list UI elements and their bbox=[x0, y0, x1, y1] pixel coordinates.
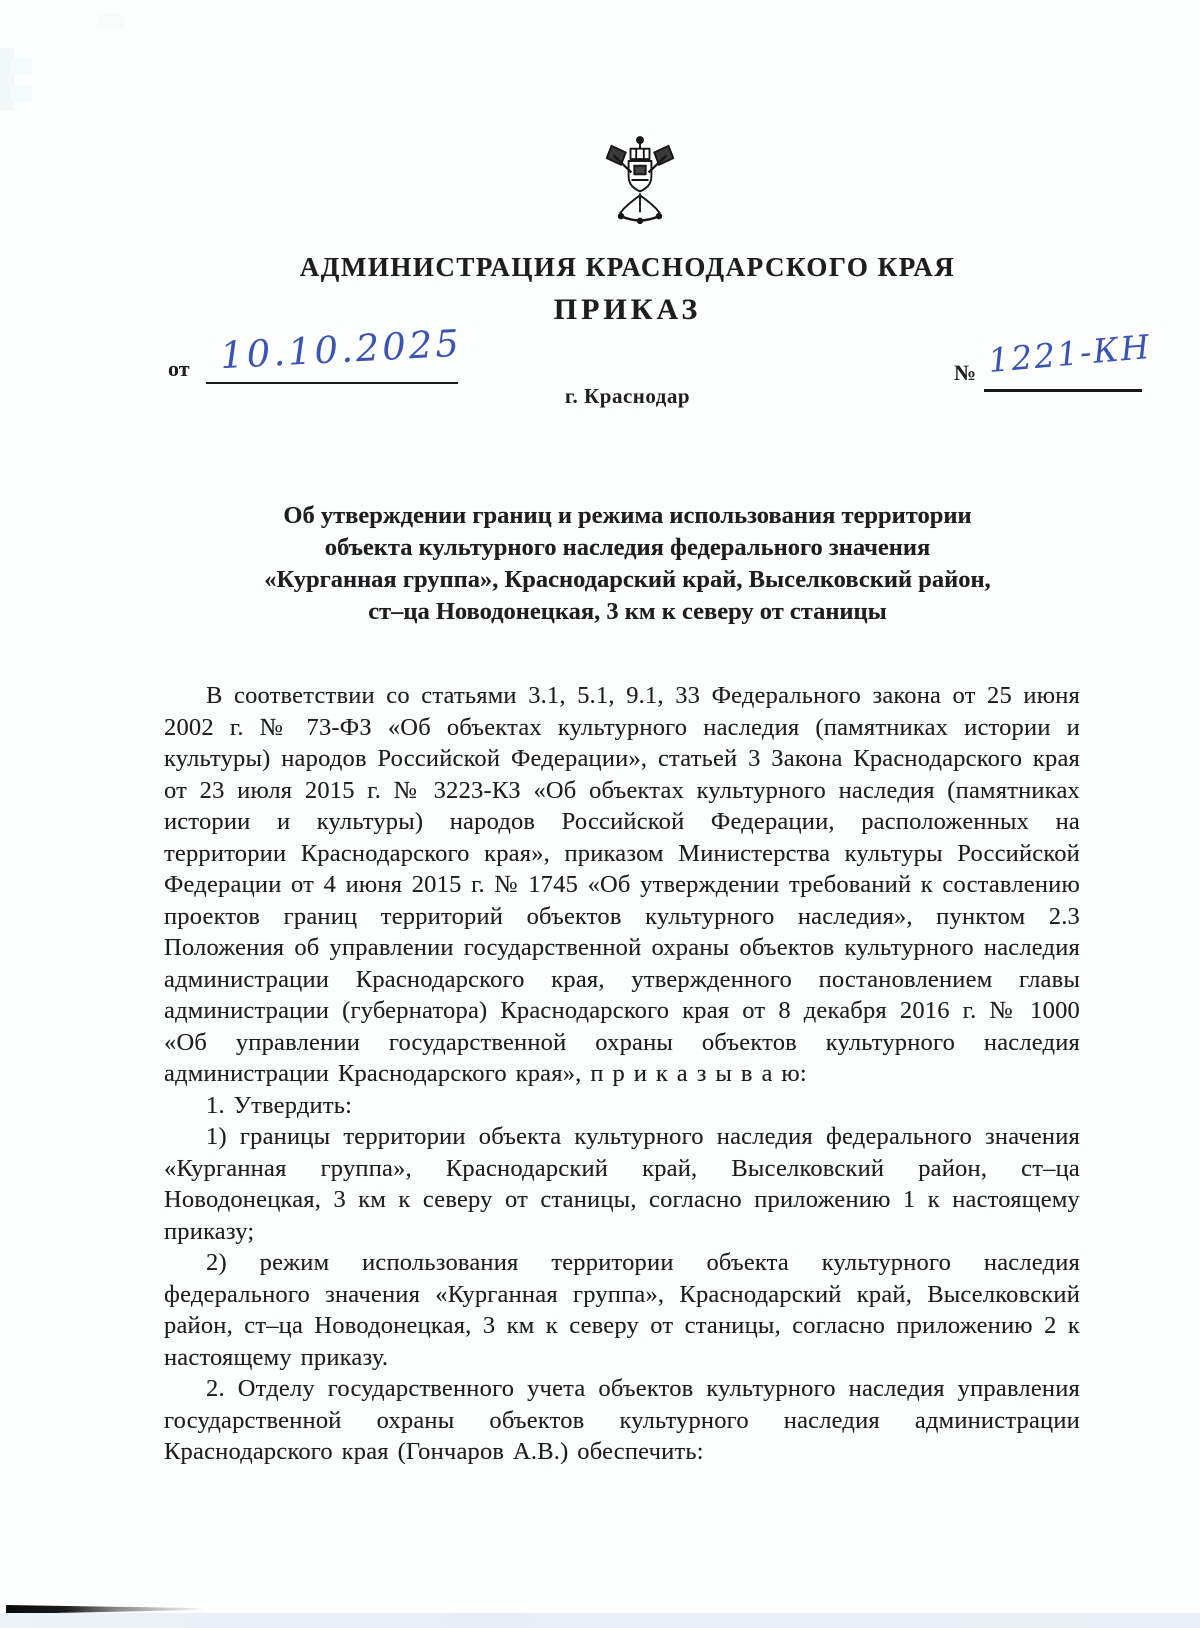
document-type-heading: ПРИКАЗ bbox=[553, 293, 702, 326]
body-paragraph: 2. Отделу государственного учета объектов культурного наследия управления государственной охраны объектов культурного наследия администрации Краснодарского края (Гончаров А.В.) обеспечить: bbox=[164, 1375, 1080, 1465]
title-line: Об утверждении границ и режима использования территории bbox=[283, 502, 972, 529]
number-sign: № bbox=[954, 360, 977, 385]
body-paragraph: 1) границы территории объекта культурного наследия федерального значения «Курганная группа», Краснодарский край, Выселковский район, ст–ца Новодонецкая, 3 км к северу от станицы, согласно приложению 1 к настоящему приказу; bbox=[164, 1123, 1080, 1245]
document-body bbox=[164, 680, 1080, 1468]
organization-name: АДМИНИСТРАЦИЯ КРАСНОДАРСКОГО КРАЯ bbox=[299, 252, 956, 282]
title-line: объекта культурного наследия федерального значения bbox=[324, 534, 931, 561]
title-line: ст–ца Новодонецкая, 3 км к северу от станицы bbox=[368, 598, 887, 625]
scan-artifact bbox=[10, 86, 32, 102]
krasnodar-krai-coat-of-arms-icon bbox=[602, 134, 678, 226]
scan-artifact bbox=[10, 58, 32, 74]
title-line: «Курганная группа», Краснодарский край, Выселковский район, bbox=[264, 566, 991, 593]
handwritten-date: 10.10.2025 bbox=[219, 321, 463, 378]
body-paragraph: 2) режим использования территории объекта культурного наследия федерального значения «Курганная группа», Краснодарский край, Выселковский район, ст–ца Новодонецкая, 3 км к северу от станицы, согласно приложению 2 к настоящему приказу. bbox=[164, 1249, 1080, 1371]
scan-edge-strip bbox=[0, 1613, 1200, 1628]
handwritten-number: 1221-КН bbox=[986, 326, 1153, 381]
date-label: от bbox=[168, 356, 190, 381]
body-paragraph: В соответствии со статьями 3.1, 5.1, 9.1, 33 Федерального закона от 25 июня 2002 г. № 73-ФЗ «Об объектах культурного наследия (памятниках истории и культуры) народов Российской Федерации», статьей 3 Закона Краснодарского края от 23 июля 2015 г. № 3223-КЗ «Об объектах культурного наследия (памятниках истории и культуры) народов Российской Федерации, расположенных на территории Краснодарского края», приказом Министерства культуры Российской Федерации от 4 июня 2015 г. № 1745 «Об утверждении требований к составлению проектов границ территорий объектов культурного наследия», пунктом 2.3 Положения об управлении государственной охраны объектов культурного наследия администрации Краснодарского края, утвержденного постановлением главы администрации (губернатора) Краснодарского края от 8 декабря 2016 г. № 1000 «Об управлении государственной охраны объектов культурного наследия администрации Краснодарского края», п р и к а з ы в а ю: bbox=[164, 682, 1080, 1087]
scan-artifact bbox=[98, 14, 124, 28]
document-title bbox=[55, 500, 1200, 628]
body-paragraph: 1. Утвердить: bbox=[206, 1091, 353, 1119]
city-line: г. Краснодар bbox=[564, 384, 691, 408]
